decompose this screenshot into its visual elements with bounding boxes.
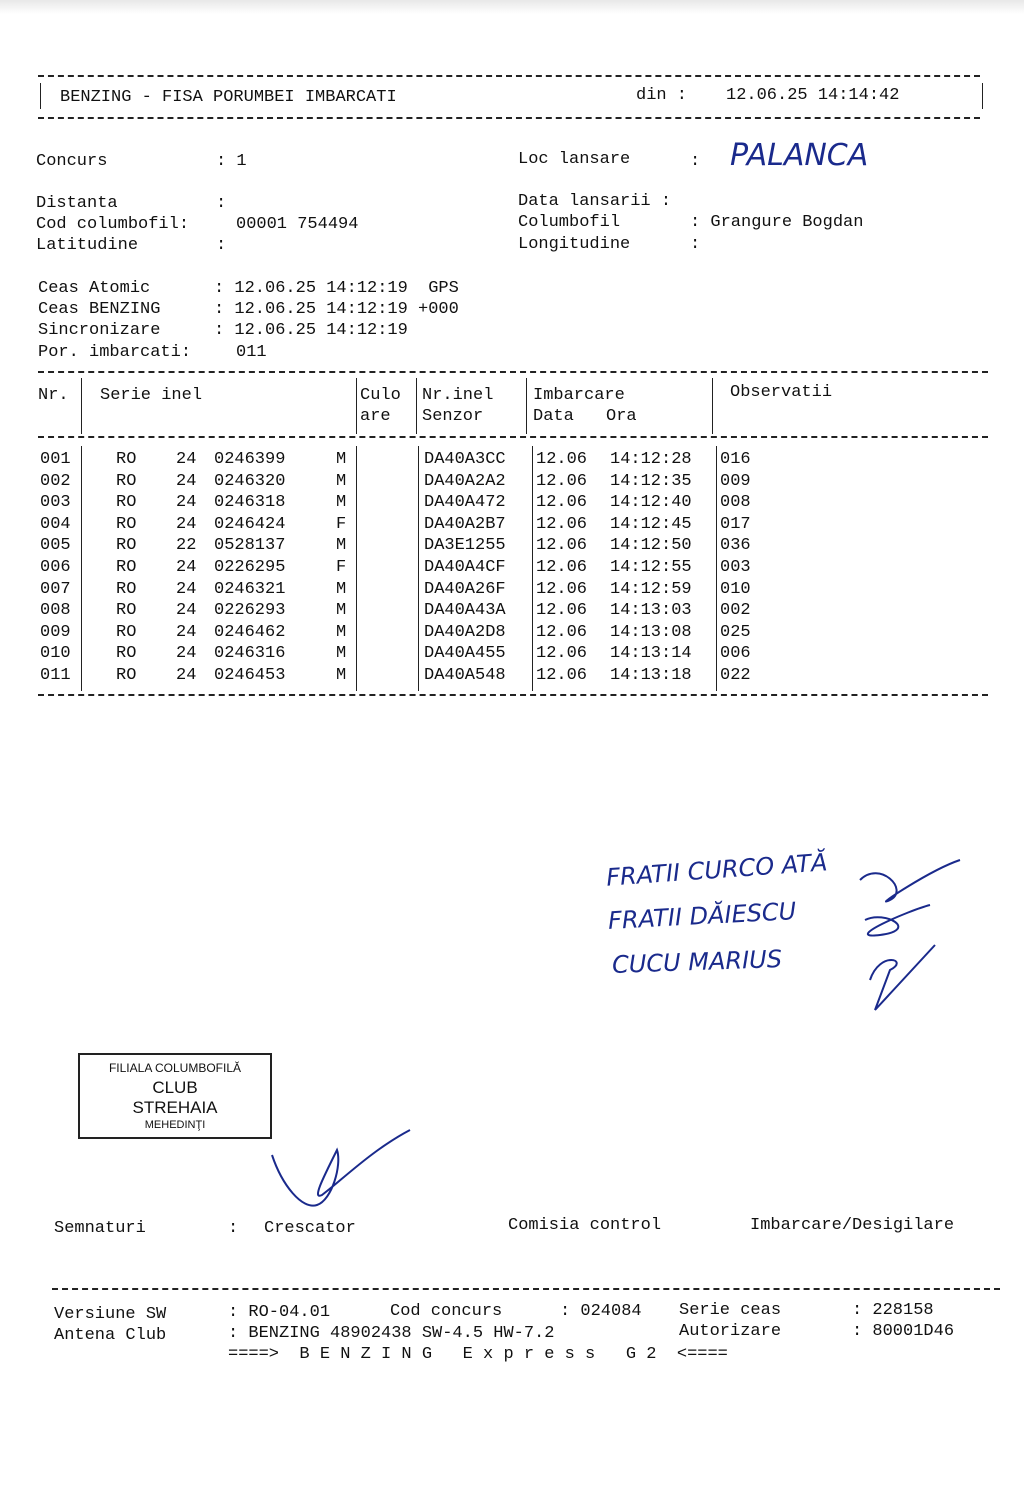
data-lansarii-label: Data lansarii :: [518, 192, 672, 211]
cell-year: 24: [176, 666, 197, 685]
cell-sensor: DA40A455: [424, 644, 506, 664]
autorizare-label: Autorizare: [679, 1322, 782, 1341]
cell-sex: F: [336, 558, 347, 577]
sincronizare-value: : 12.06.25 14:12:19: [214, 321, 408, 340]
cell-obs: 009: [720, 471, 751, 491]
serie-ceas-value: : 228158: [852, 1301, 934, 1320]
cod-columbofil-value: 00001 754494: [236, 215, 359, 234]
cell-date: 12.06: [536, 644, 588, 664]
loc-lansare-sep: :: [690, 152, 701, 171]
cell-sex: M: [336, 493, 347, 513]
header-bottom-rule: [38, 117, 980, 119]
cell-nr: 011: [40, 666, 71, 685]
cod-concurs-value: : 024084: [560, 1302, 642, 1321]
cell-ring: 0246316: [214, 644, 286, 664]
ceas-benzing-value: : 12.06.25 14:12:19 +000: [214, 300, 459, 319]
footer-rule: [52, 1288, 1000, 1290]
header-imbarcare-ora: Ora: [606, 407, 637, 426]
por-imbarcati-value: 011: [236, 343, 267, 362]
cell-ring: 0246320: [214, 471, 286, 491]
cell-sex: M: [336, 450, 347, 469]
cell-country: RO: [116, 666, 137, 685]
signature-scribble-icon: [840, 850, 980, 1020]
header-imbarcare-data: Data: [533, 407, 574, 426]
header-nr-inel-2: Senzor: [422, 407, 484, 426]
header-top-rule: [38, 75, 980, 77]
cell-ring: 0528137: [214, 536, 286, 556]
cell-ring: 0246318: [214, 493, 286, 513]
cell-nr: 003: [40, 493, 71, 513]
cell-country: RO: [116, 601, 137, 621]
cell-obs: 006: [720, 644, 751, 664]
cell-country: RO: [116, 622, 137, 642]
serie-ceas-label: Serie ceas: [679, 1301, 782, 1320]
cell-year: 24: [176, 644, 197, 664]
cod-columbofil-label: Cod columbofil:: [36, 215, 190, 234]
header-nr-inel-1: Nr.inel: [422, 386, 494, 405]
col-sep-2: [356, 378, 357, 434]
cell-sex: F: [336, 514, 347, 534]
cell-country: RO: [116, 579, 137, 599]
antena-value: : BENZING 48902438 SW-4.5 HW-7.2: [228, 1324, 555, 1343]
header-culoare-2: are: [360, 407, 391, 426]
cell-sensor: DA40A43A: [424, 601, 506, 621]
cell-nr: 004: [40, 514, 71, 534]
cell-time: 14:12:28: [610, 450, 692, 469]
cell-time: 14:13:18: [610, 666, 692, 685]
col-sep-5: [712, 378, 713, 434]
stamp-line-1: FILIALA COLUMBOFILĂ: [108, 1061, 242, 1075]
benzing-brand-line: ====> B E N Z I N G E x p r e s s G 2 <====: [228, 1345, 728, 1364]
cell-sensor: DA40A548: [424, 666, 506, 685]
col-sep-4: [526, 378, 527, 434]
cell-sensor: DA40A2D8: [424, 622, 506, 642]
cell-country: RO: [116, 450, 137, 469]
cell-year: 24: [176, 514, 197, 534]
concurs-value: : 1: [216, 152, 247, 171]
table-top-rule: [38, 371, 988, 373]
ceas-benzing-label: Ceas BENZING: [38, 300, 161, 319]
sincronizare-label: Sincronizare: [38, 321, 161, 340]
cell-year: 22: [176, 536, 197, 556]
cell-time: 14:12:55: [610, 558, 692, 577]
cell-date: 12.06: [536, 471, 588, 491]
cell-country: RO: [116, 514, 137, 534]
table-bottom-rule: [38, 694, 988, 696]
cell-sensor: DA40A2B7: [424, 514, 506, 534]
stamp-line-3: STREHAIA: [132, 1098, 218, 1117]
cell-nr: 005: [40, 536, 71, 556]
cell-sensor: DA40A2A2: [424, 471, 506, 491]
cell-obs: 003: [720, 558, 751, 577]
cell-country: RO: [116, 558, 137, 577]
cell-sex: M: [336, 601, 347, 621]
col-sep-5-body: [716, 446, 717, 691]
cell-time: 14:13:14: [610, 644, 692, 664]
cell-time: 14:12:40: [610, 493, 692, 513]
cell-ring: 0226295: [214, 558, 286, 577]
cell-obs: 016: [720, 450, 751, 469]
antena-label: Antena Club: [54, 1326, 167, 1345]
cell-time: 14:12:59: [610, 579, 692, 599]
longitudine-sep: :: [690, 235, 701, 254]
cell-year: 24: [176, 450, 197, 469]
col-sep-4-body: [532, 446, 533, 691]
columbofil-label: Columbofil: [518, 213, 621, 232]
cell-ring: 0246399: [214, 450, 286, 469]
cell-date: 12.06: [536, 622, 588, 642]
ceas-atomic-label: Ceas Atomic: [38, 279, 151, 298]
cell-ring: 0246453: [214, 666, 286, 685]
concurs-label: Concurs: [36, 152, 108, 171]
cell-year: 24: [176, 622, 197, 642]
cell-year: 24: [176, 558, 197, 577]
header-serie-inel: Serie inel: [100, 386, 203, 405]
header-imbarcare: Imbarcare: [533, 386, 625, 405]
cell-obs: 010: [720, 579, 751, 599]
distanta-label: Distanta: [36, 194, 118, 213]
cell-obs: 025: [720, 622, 751, 642]
header-nr: Nr.: [38, 386, 69, 405]
ceas-atomic-value: : 12.06.25 14:12:19 GPS: [214, 279, 459, 298]
cell-ring: 0246424: [214, 514, 286, 534]
cell-ring: 0246321: [214, 579, 286, 599]
cell-date: 12.06: [536, 493, 588, 513]
distanta-sep: :: [216, 194, 227, 213]
cell-year: 24: [176, 493, 197, 513]
por-imbarcati-label: Por. imbarcati:: [38, 343, 192, 362]
loc-lansare-handwritten: PALANCA: [730, 138, 869, 173]
table-header-rule: [38, 436, 988, 438]
din-label: din :: [636, 86, 688, 105]
cell-sensor: DA40A472: [424, 493, 506, 513]
col-sep-2-body: [356, 446, 357, 691]
stamp-line-4: MEHEDINŢI: [144, 1119, 206, 1131]
stamp-line-2: CLUB: [152, 1078, 198, 1097]
longitudine-label: Longitudine: [518, 235, 631, 254]
handwritten-line-3: CUCU MARIUS: [611, 945, 783, 979]
cell-country: RO: [116, 644, 137, 664]
crescator-signature-icon: [262, 1125, 422, 1215]
cell-time: 14:13:08: [610, 622, 692, 642]
cell-nr: 010: [40, 644, 71, 664]
cell-date: 12.06: [536, 536, 588, 556]
latitudine-sep: :: [216, 236, 227, 255]
cell-time: 14:12:50: [610, 536, 692, 556]
page-title: BENZING - FISA PORUMBEI IMBARCATI: [60, 88, 397, 107]
header-right-border: [982, 83, 983, 109]
cell-sensor: DA40A4CF: [424, 558, 506, 577]
crescator-label: Crescator: [264, 1219, 356, 1238]
cell-time: 14:12:35: [610, 471, 692, 491]
cell-date: 12.06: [536, 514, 588, 534]
cell-country: RO: [116, 536, 137, 556]
cell-obs: 036: [720, 536, 751, 556]
cell-time: 14:12:45: [610, 514, 692, 534]
cell-nr: 006: [40, 558, 71, 577]
cell-sensor: DA40A26F: [424, 579, 506, 599]
cell-time: 14:13:03: [610, 601, 692, 621]
cell-obs: 002: [720, 601, 751, 621]
cell-year: 24: [176, 579, 197, 599]
scan-top-edge: [0, 0, 1024, 14]
col-sep-1-body: [81, 446, 82, 691]
cell-sex: M: [336, 471, 347, 491]
cell-country: RO: [116, 471, 137, 491]
loc-lansare-label: Loc lansare: [518, 150, 631, 169]
cell-year: 24: [176, 601, 197, 621]
cell-sex: M: [336, 666, 347, 685]
col-sep-3-body: [418, 446, 419, 691]
cell-nr: 007: [40, 579, 71, 599]
autorizare-value: : 80001D46: [852, 1322, 955, 1341]
cell-obs: 008: [720, 493, 751, 513]
versiune-label: Versiune SW: [54, 1305, 167, 1324]
cell-date: 12.06: [536, 666, 588, 685]
cell-nr: 009: [40, 622, 71, 642]
cell-nr: 002: [40, 471, 71, 491]
cell-date: 12.06: [536, 558, 588, 577]
header-observatii: Observatii: [730, 383, 833, 402]
cell-sex: M: [336, 644, 347, 664]
semnaturi-label: Semnaturi: [54, 1219, 146, 1238]
cod-concurs-label: Cod concurs: [390, 1302, 503, 1321]
cell-year: 24: [176, 471, 197, 491]
cell-sex: M: [336, 579, 347, 599]
latitudine-label: Latitudine: [36, 236, 139, 255]
header-left-border: [40, 83, 41, 109]
header-datetime: 12.06.25 14:14:42: [726, 86, 900, 105]
handwritten-line-2: FRATII DĂIESCU: [607, 897, 797, 935]
header-culoare-1: Culo: [360, 386, 401, 405]
club-stamp: [78, 1053, 272, 1139]
cell-obs: 022: [720, 666, 751, 685]
cell-ring: 0246462: [214, 622, 286, 642]
col-sep-3: [416, 378, 417, 434]
cell-sensor: DA3E1255: [424, 536, 506, 556]
cell-country: RO: [116, 493, 137, 513]
cell-sex: M: [336, 536, 347, 556]
cell-date: 12.06: [536, 450, 588, 469]
imbarcare-desigilare-label: Imbarcare/Desigilare: [750, 1216, 955, 1235]
col-sep-1: [81, 378, 82, 434]
comisia-control-label: Comisia control: [508, 1216, 662, 1235]
cell-ring: 0226293: [214, 601, 286, 621]
cell-date: 12.06: [536, 601, 588, 621]
handwritten-line-1: FRATII CURCO ATĂ: [605, 848, 829, 892]
cell-sex: M: [336, 622, 347, 642]
columbofil-value: : Grangure Bogdan: [690, 213, 864, 232]
cell-obs: 017: [720, 514, 751, 534]
cell-date: 12.06: [536, 579, 588, 599]
cell-nr: 001: [40, 450, 71, 469]
semnaturi-sep: :: [228, 1219, 239, 1238]
versiune-value: : RO-04.01: [228, 1303, 331, 1322]
cell-nr: 008: [40, 601, 71, 621]
cell-sensor: DA40A3CC: [424, 450, 506, 469]
